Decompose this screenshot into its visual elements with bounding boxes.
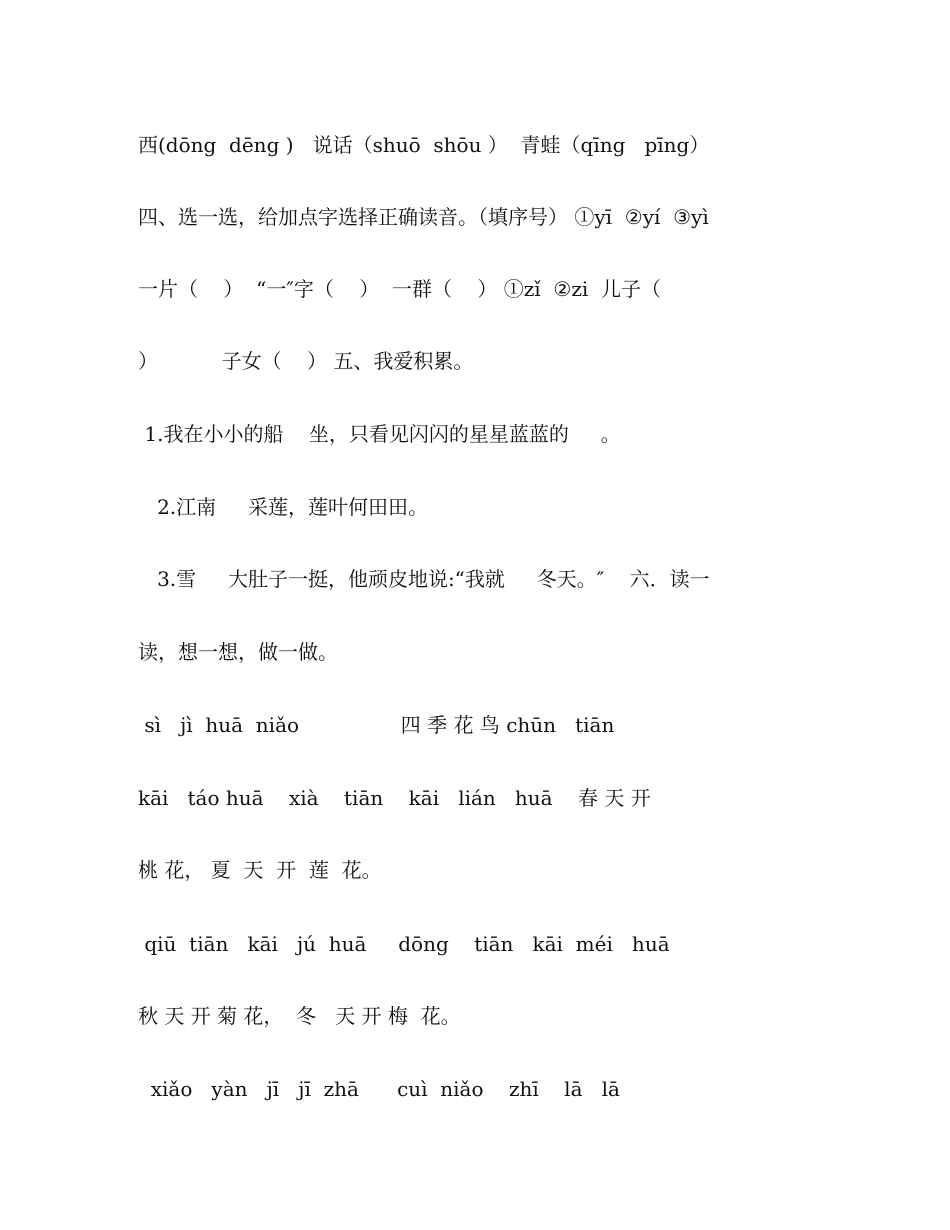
poem-pinyin-line-1: kāi táo huā xià tiān kāi lián huā 春 天 开 bbox=[138, 786, 651, 810]
poem-text-line-2: 秋 天 开 菊 花， 冬 天 开 梅 花。 bbox=[138, 1004, 461, 1028]
section-five-heading-line: ） 子女（ ） 五、我爱积累。 bbox=[138, 349, 474, 373]
section-four-heading: 四、选一选，给加点字选择正确读音。（填序号） ①yī ②yí ③yì bbox=[138, 205, 709, 229]
poem-pinyin-line-2: qiū tiān kāi jú huā dōng tiān kāi méi huā bbox=[138, 932, 670, 956]
fill-blank-sentence-3: 3.雪 大肚子一挺，他顽皮地说:“我就 冬天。″ 六．读一 bbox=[138, 567, 710, 591]
poem-text-line-1: 桃 花， 夏 天 开 莲 花。 bbox=[138, 858, 382, 882]
fill-blank-sentence-2: 2.江南 采莲，莲叶何田田。 bbox=[138, 495, 428, 519]
pronunciation-choice-line: 一片（ ） “一″字（ ） 一群（ ） ①zǐ ②zi 儿子（ bbox=[138, 277, 661, 301]
poem-title-pinyin-line: sì jì huā niǎo 四 季 花 鸟 chūn tiān bbox=[138, 713, 615, 737]
pinyin-choice-line-1: 西(dōng dēng ) 说话（shuō shōu ） 青蛙（qīng pīng） bbox=[138, 133, 710, 157]
fill-blank-sentence-1: 1.我在小小的船 坐，只看见闪闪的星星蓝蓝的 。 bbox=[138, 422, 621, 446]
section-six-instruction: 读，想一想，做一做。 bbox=[138, 640, 338, 664]
poem-pinyin-line-3: xiǎo yàn jī jī zhā cuì niǎo zhī lā lā bbox=[138, 1077, 620, 1101]
